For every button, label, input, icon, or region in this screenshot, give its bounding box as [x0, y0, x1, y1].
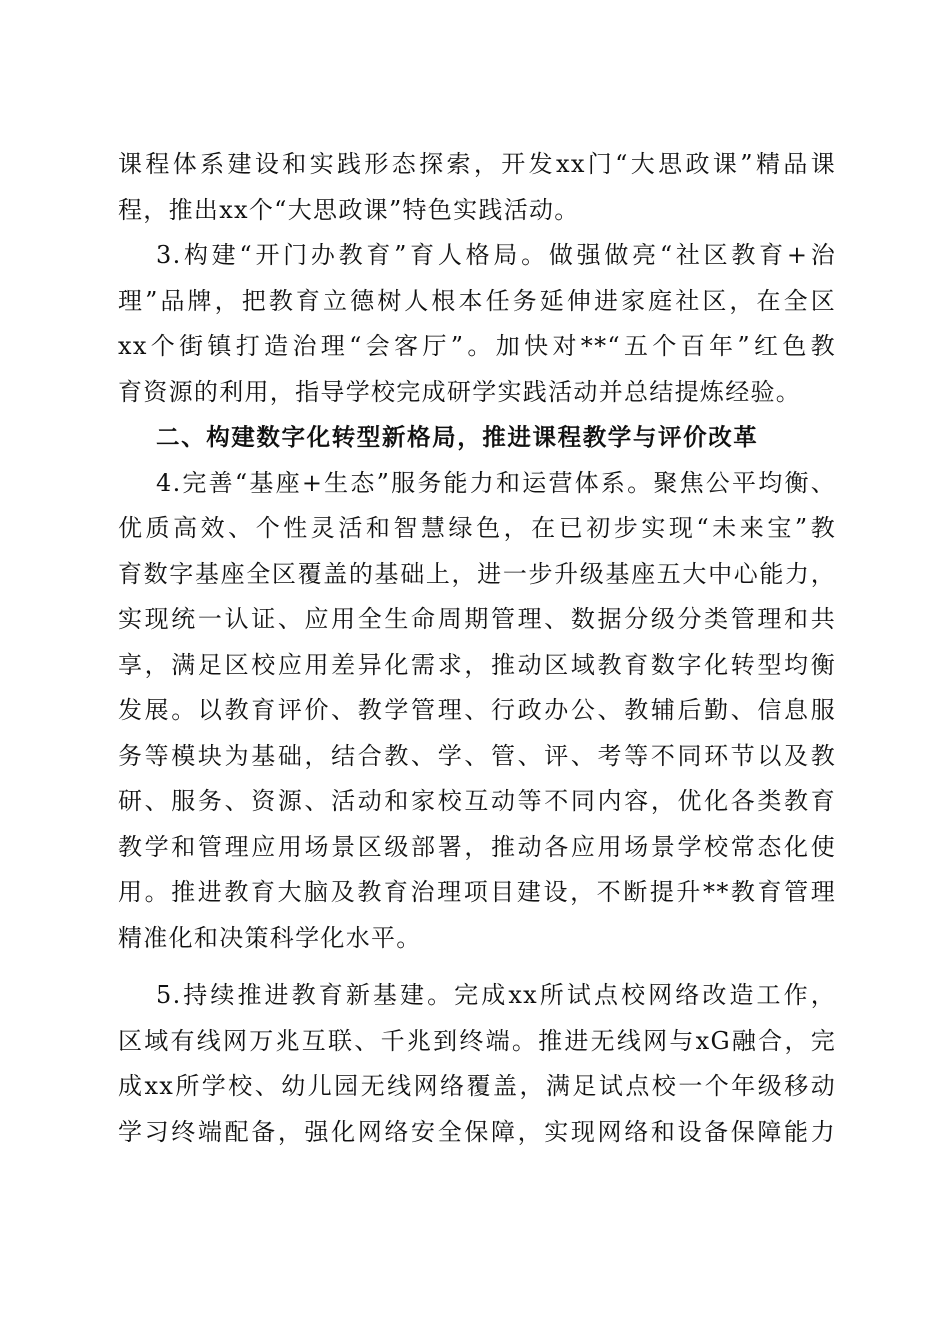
text-line: 育资源的利用，指导学校完成研学实践活动并总结提炼经验。 [118, 377, 802, 406]
text-line: 实现统一认证、应用全生命周期管理、数据分级分类管理和共 [118, 605, 836, 633]
text-line: 理”品牌，把教育立德树人根本任务延伸进家庭社区，在全区 [118, 286, 836, 315]
section-heading: 二、构建数字化转型新格局，推进课程教学与评价改革 [156, 423, 759, 451]
text-line: 教学和管理应用场景区级部署，推动各应用场景学校常态化使 [118, 832, 836, 861]
text-line: 3.构建“开门办教育”育人格局。做强做亮“社区教育+治 [156, 241, 836, 269]
text-line: 研、服务、资源、活动和家校互动等不同内容，优化各类教育 [118, 787, 836, 815]
text-line: 课程体系建设和实践形态探索，开发xx门“大思政课”精品课 [118, 150, 836, 178]
text-line: 用。推进教育大脑及教育治理项目建设，不断提升**教育管理 [118, 878, 836, 906]
text-line: 成xx所学校、幼儿园无线网络覆盖，满足试点校一个年级移动 [118, 1072, 836, 1100]
text-line: 务等模块为基础，结合教、学、管、评、考等不同环节以及教 [118, 741, 836, 770]
text-line: 学习终端配备，强化网络安全保障，实现网络和设备保障能力 [118, 1117, 836, 1146]
text-line: xx个街镇打造治理“会客厅”。加快对**“五个百年”红色教 [118, 332, 836, 360]
text-line: 优质高效、个性灵活和智慧绿色，在已初步实现“未来宝”教 [118, 514, 836, 542]
document-body [118, 142, 836, 1155]
text-line: 享，满足区校应用差异化需求，推动区域教育数字化转型均衡 [118, 650, 836, 679]
text-line: 发展。以教育评价、教学管理、行政办公、教辅后勤、信息服 [118, 696, 836, 724]
text-line: 5.持续推进教育新基建。完成xx所试点校网络改造工作， [156, 981, 836, 1009]
text-line: 区域有线网万兆互联、千兆到终端。推进无线网与xG融合，完 [118, 1026, 836, 1055]
text-line: 精准化和决策科学化水平。 [118, 923, 422, 952]
text-line: 程，推出xx个“大思政课”特色实践活动。 [118, 195, 580, 224]
text-line: 4.完善“基座+生态”服务能力和运营体系。聚焦公平均衡、 [156, 468, 836, 497]
text-line: 育数字基座全区覆盖的基础上，进一步升级基座五大中心能力， [118, 559, 836, 588]
